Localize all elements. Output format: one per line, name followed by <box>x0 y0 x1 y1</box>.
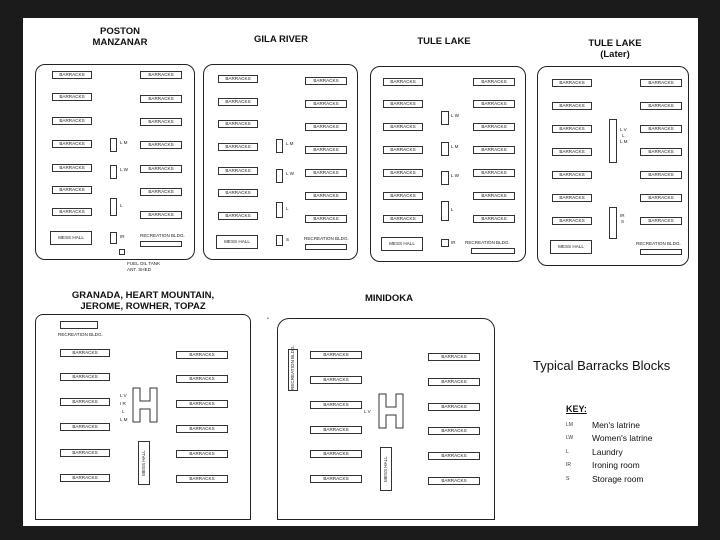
recreation-building <box>60 321 98 329</box>
mess-hall: MESS HALL <box>381 237 423 251</box>
granada-block <box>35 314 251 520</box>
barracks: BARRACKS <box>310 351 362 359</box>
minidoka-block <box>277 318 495 520</box>
barracks: BARRACKS <box>176 425 228 433</box>
key-abbr: IR <box>566 462 571 469</box>
mess-hall: MESS HALL <box>138 441 150 485</box>
l-label: L <box>122 409 125 414</box>
barracks: BARRACKS <box>140 141 182 149</box>
key-text: Men's latrine <box>592 419 640 430</box>
latrine-laundry-h-building <box>378 393 404 429</box>
minidoka-title-line1: MINIDOKA <box>364 293 414 304</box>
barracks: BARRACKS <box>428 427 480 435</box>
key-abbr: LW <box>566 435 574 442</box>
barracks: BARRACKS <box>305 169 347 177</box>
slide <box>23 18 698 526</box>
barracks: BARRACKS <box>552 194 592 202</box>
barracks: BARRACKS <box>218 143 258 151</box>
recreation-building-label: RECREATION BLDG. <box>465 240 510 245</box>
barracks: BARRACKS <box>52 140 92 148</box>
barracks: BARRACKS <box>640 148 682 156</box>
barracks: BARRACKS <box>176 400 228 408</box>
barracks: BARRACKS <box>52 71 92 79</box>
womens-latrine-label: L W <box>286 171 294 176</box>
tulelater-title-line1: TULE LAKE <box>588 38 642 49</box>
mens-latrine-label: L M <box>120 140 128 145</box>
storage-room <box>276 235 283 246</box>
barracks: BARRACKS <box>140 211 182 219</box>
ironing-room <box>441 239 449 247</box>
barracks: BARRACKS <box>428 403 480 411</box>
laundry-label: L <box>120 203 123 208</box>
barracks: BARRACKS <box>305 146 347 154</box>
poston-title-line2: MANZANAR <box>92 37 148 48</box>
marker-dot: • <box>267 316 269 322</box>
barracks: BARRACKS <box>640 194 682 202</box>
ir-label: IR <box>620 213 625 218</box>
recreation-building <box>471 248 515 254</box>
barracks: BARRACKS <box>140 188 182 196</box>
key-abbr: S <box>566 475 570 482</box>
barracks: BARRACKS <box>140 118 182 126</box>
mess-hall: MESS HALL <box>550 240 592 254</box>
ir-label: I R <box>120 401 126 406</box>
lm-label: L M <box>620 139 628 144</box>
barracks: BARRACKS <box>305 77 347 85</box>
granada-title <box>63 290 223 312</box>
gila-block <box>203 64 358 260</box>
barracks: BARRACKS <box>176 475 228 483</box>
womens-latrine-label: L W <box>120 167 128 172</box>
latrine-laundry-building <box>609 119 617 163</box>
barracks: BARRACKS <box>60 474 110 482</box>
key-abbr: LM <box>566 421 573 428</box>
gila-title-line1: GILA RIVER <box>253 34 308 45</box>
key-text: Laundry <box>592 446 623 457</box>
barracks: BARRACKS <box>52 208 92 216</box>
barracks: BARRACKS <box>640 102 682 110</box>
barracks: BARRACKS <box>473 169 515 177</box>
barracks: BARRACKS <box>473 215 515 223</box>
barracks: BARRACKS <box>473 78 515 86</box>
barracks: BARRACKS <box>218 189 258 197</box>
key-row <box>566 445 698 459</box>
barracks: BARRACKS <box>552 79 592 87</box>
barracks: BARRACKS <box>552 125 592 133</box>
barracks: BARRACKS <box>640 171 682 179</box>
mess-hall: MESS HALL <box>216 235 258 249</box>
barracks: BARRACKS <box>310 450 362 458</box>
lv-label: L V <box>620 127 627 132</box>
lv-label: L V <box>120 393 127 398</box>
laundry-label: L <box>286 206 289 211</box>
womens-latrine <box>276 169 283 183</box>
barracks: BARRACKS <box>552 171 592 179</box>
recreation-building-label: RECREATION BLDG. <box>304 236 349 241</box>
mess-hall: MESS HALL <box>50 231 92 245</box>
barracks: BARRACKS <box>218 75 258 83</box>
barracks: BARRACKS <box>218 167 258 175</box>
key-text: Ironing room <box>592 460 640 471</box>
fuel-oil-tank-label: FUEL OIL TANK <box>127 261 161 266</box>
ant-shed-label: ANT. SHED <box>127 267 151 272</box>
barracks: BARRACKS <box>640 217 682 225</box>
womens-latrine-label: L W <box>451 113 459 118</box>
mens-latrine-label: L M <box>286 141 294 146</box>
key-row <box>566 459 698 473</box>
barracks: BARRACKS <box>52 164 92 172</box>
s-label: S <box>621 219 625 224</box>
mens-latrine <box>110 138 117 152</box>
ironing-room-label: IR <box>451 240 456 245</box>
barracks: BARRACKS <box>176 351 228 359</box>
barracks: BARRACKS <box>52 117 92 125</box>
l-label: L <box>622 133 625 138</box>
womens-latrine <box>441 171 449 185</box>
mens-latrine-label: L M <box>451 144 459 149</box>
laundry-label: L <box>451 207 454 212</box>
barracks: BARRACKS <box>428 378 480 386</box>
ironing-room <box>110 232 117 244</box>
barracks: BARRACKS <box>60 373 110 381</box>
barracks: BARRACKS <box>310 426 362 434</box>
granada-title-line1: GRANADA, HEART MOUNTAIN, <box>71 290 215 301</box>
barracks: BARRACKS <box>383 215 423 223</box>
barracks: BARRACKS <box>310 376 362 384</box>
barracks: BARRACKS <box>310 475 362 483</box>
legend-title: Typical Barracks Blocks <box>533 358 671 373</box>
barracks: BARRACKS <box>383 169 423 177</box>
barracks: BARRACKS <box>640 125 682 133</box>
womens-latrine <box>441 111 449 125</box>
barracks: BARRACKS <box>473 123 515 131</box>
barracks: BARRACKS <box>552 217 592 225</box>
barracks: BARRACKS <box>52 186 92 194</box>
recreation-building: RECREATION BLDG. <box>288 349 298 391</box>
key-text: Storage room <box>592 473 644 484</box>
recreation-building <box>305 244 347 250</box>
minidoka-title <box>349 293 429 304</box>
barracks: BARRACKS <box>428 452 480 460</box>
laundry <box>110 198 117 216</box>
key-row <box>566 418 698 432</box>
barracks: BARRACKS <box>552 148 592 156</box>
barracks: BARRACKS <box>305 123 347 131</box>
barracks: BARRACKS <box>305 192 347 200</box>
key-row <box>566 432 698 446</box>
key-heading: KEY: <box>566 404 587 414</box>
recreation-building <box>140 241 182 247</box>
key-text: Women's latrine <box>592 433 653 444</box>
barracks: BARRACKS <box>640 79 682 87</box>
barracks: BARRACKS <box>383 100 423 108</box>
barracks: BARRACKS <box>140 165 182 173</box>
latrine-laundry-h-building <box>132 387 158 423</box>
recreation-building-label: RECREATION BLDG. <box>636 241 681 246</box>
tulelater-title <box>580 38 650 60</box>
lv-label: L V <box>364 409 371 414</box>
barracks: BARRACKS <box>383 192 423 200</box>
barracks: BARRACKS <box>176 375 228 383</box>
tule-block <box>370 66 526 262</box>
mens-latrine <box>441 142 449 156</box>
granada-title-line2: JEROME, ROWHER, TOPAZ <box>80 301 206 312</box>
storage-room-label: S <box>286 237 290 242</box>
barracks: BARRACKS <box>60 349 110 357</box>
tulelater-block <box>537 66 689 266</box>
barracks: BARRACKS <box>473 100 515 108</box>
barracks: BARRACKS <box>428 353 480 361</box>
fuel-oil-tank <box>119 249 125 255</box>
barracks: BARRACKS <box>218 212 258 220</box>
laundry <box>276 202 283 218</box>
barracks: BARRACKS <box>176 450 228 458</box>
barracks: BARRACKS <box>305 100 347 108</box>
barracks: BARRACKS <box>60 398 110 406</box>
tule-title-line1: TULE LAKE <box>417 36 471 47</box>
womens-latrine <box>110 165 117 179</box>
barracks: BARRACKS <box>218 98 258 106</box>
barracks: BARRACKS <box>52 93 92 101</box>
recreation-building-label: RECREATION BLDG. <box>58 332 103 337</box>
barracks: BARRACKS <box>218 120 258 128</box>
key-abbr: L <box>566 448 569 455</box>
womens-latrine-label: L W <box>451 173 459 178</box>
laundry <box>441 201 449 221</box>
barracks: BARRACKS <box>383 123 423 131</box>
barracks: BARRACKS <box>473 192 515 200</box>
barracks: BARRACKS <box>310 401 362 409</box>
poston-block <box>35 64 195 260</box>
lm-label: L M <box>120 417 128 422</box>
legend-key <box>566 404 698 486</box>
tulelater-title-line2: (Later) <box>600 49 630 60</box>
barracks: BARRACKS <box>60 449 110 457</box>
recreation-building <box>640 249 682 255</box>
mens-latrine <box>276 139 283 153</box>
barracks: BARRACKS <box>305 215 347 223</box>
tule-title <box>409 36 479 47</box>
barracks: BARRACKS <box>383 146 423 154</box>
barracks: BARRACKS <box>473 146 515 154</box>
ironing-storage-building <box>609 207 617 239</box>
barracks: BARRACKS <box>383 78 423 86</box>
poston-title-line1: POSTON <box>100 26 140 37</box>
barracks: BARRACKS <box>552 102 592 110</box>
mess-hall: MESS HALL <box>380 447 392 491</box>
barracks: BARRACKS <box>140 71 182 79</box>
barracks: BARRACKS <box>60 423 110 431</box>
barracks: BARRACKS <box>428 477 480 485</box>
key-row <box>566 472 698 486</box>
gila-title <box>241 34 321 45</box>
poston-title <box>85 26 155 48</box>
barracks: BARRACKS <box>140 95 182 103</box>
ironing-room-label: IR <box>120 234 125 239</box>
recreation-building-label: RECREATION BLDG. <box>140 233 185 238</box>
